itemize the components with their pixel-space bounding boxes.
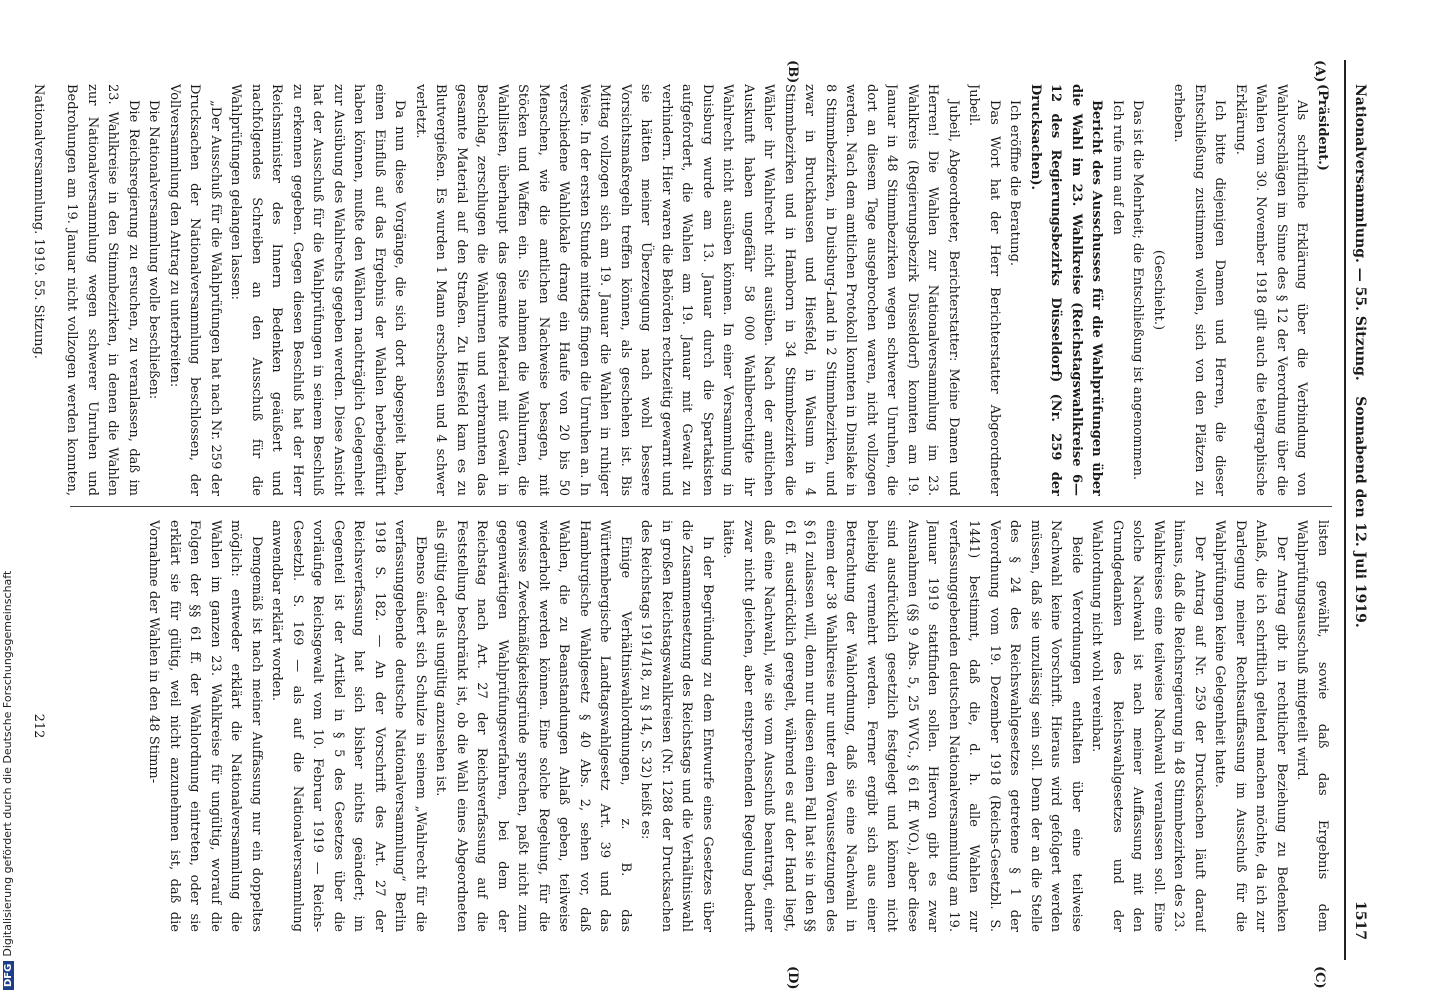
paragraph: Das Wort hat der Herr Berichterstatter Abgeordneter Jubeil. xyxy=(966,84,1002,496)
paragraph: Da nun diese Vorgänge, die sich dort abgespielt haben, einen Einfluß auf das Ergebnis der Wahlen herbeigeführt haben können, mußte den Wählern nachträglich Gelegenheit zur Ausübung des Wahlrechts gegeben werden. Diese Ansicht hat der Ausschuß für die Wahlprüfungen in seinem Beschluß zu erkennen gegeben. Gegen diesen Beschluß hat der Herr Reichsminister des Innern Bedenken geäußert und nachfolgendes Schreiben an den Ausschuß für die Wahlprüfungen gelangen lassen: xyxy=(228,84,408,496)
paragraph: Die Nationalversammlung wolle beschließen: xyxy=(146,100,162,400)
paragraph: Bericht des Ausschusses für die Wahlprüfungen über die Wahl im 23. Wahlkreise (Reichstagswahlkreise 6—12 des Regierungsbezirks Düsseldorf) (Nr. 259 der Drucksachen). xyxy=(1028,84,1105,496)
dfg-credit-text: Digitalisierung gefördert durch die Deutsche Forschungsgemeinschaft xyxy=(1,570,14,957)
header-rule xyxy=(1344,60,1346,960)
margin-marker-d: (D) xyxy=(785,966,800,990)
paragraph: Das ist die Mehrheit; die Entschließung ist angenommen. xyxy=(1130,100,1146,481)
header-title: Nationalversammlung. — 55. Sitzung. xyxy=(1352,84,1368,381)
dfg-sidenote xyxy=(1,571,14,990)
paragraph: listen gewählt, sowie daß das Ergebnis dem Wahlprüfungsausschuß mitgeteilt wird. xyxy=(1294,520,1330,932)
footer-session: Nationalversammlung. 1919. 55. Sitzung. xyxy=(31,84,47,359)
page-header xyxy=(1346,84,1376,940)
paragraph: Ich rufe nun auf den xyxy=(1110,100,1125,235)
paragraph: Ich eröffne die Beratung. xyxy=(1007,100,1023,267)
paragraph: Ich bitte diejenigen Damen und Herren, die dieser Entschließung zustimmen wollen, sich von den Plätzen zu erheben. xyxy=(1171,84,1228,496)
margin-marker-b: (B) xyxy=(785,60,800,84)
paragraph: Als schriftliche Erklärung über die Verbindung von Wahlvorschlägen im Sinne des § 12 der Verordnung über die Wahlen vom 30. November 1918 gilt auch die telegraphische Erklärung. xyxy=(1233,84,1310,496)
dfg-logo: DFG xyxy=(3,961,14,990)
paragraph: Beide Verordnungen enthalten über eine teilweise Nachwahl keine Vorschrift. Hieraus wird gefolgert werden müssen, daß sie unzulässig sein soll. Denn der an die Stelle des § 24 des Reichswahlgesetzes getretene § 1 der Verordnung vom 19. Dezember 1918 (Reichs-Gesetzbl. S. 1441) bestimmt, daß die, d. h. alle Wahlen zur verfassunggebenden deutschen Nationalversammlung am 19. Januar 1919 stattfinden sollen. Hiervon gibt es zwar Ausnahmen (§§ 9 Abs. 5, 25 WVG., § 61 ff. WO.), aber diese sind ausdrücklich gesetzlich festgelegt und können nicht beliebig vermehrt werden. Ferner ergibt sich aus einer Betrachtung der Wahlordnung, daß sie eine Nachwahl in einem der 38 Wahlkreise nur unter den Voraussetzungen des § 61 zulassen will, denn nur diesen einen Fall hat sie in den §§ 61 ff. ausdrücklich geregelt, während es auf der Hand liegt, daß eine Nachwahl, wie sie vom Ausschuß beantragt, einer zwar nicht gleichen, aber entsprechenden Regelung bedurft hätte. xyxy=(720,520,1084,932)
paragraph: Demgemäß ist nach meiner Auffassung nur ein doppeltes möglich: entweder erklärt die Nationalversammlung die Wahlen im ganzen 23. Wahlkreise für ungültig, worauf die Folgen der §§ 61 ff. der Wahlordnung eintreten, oder sie erklärt sie für gültig, weil nicht anzunehmen ist, daß die Vornahme der Wahlen in den 48 Stimm- xyxy=(146,520,264,932)
paragraph: (Geschieht.) xyxy=(1151,249,1166,331)
paragraph: Ebenso äußert sich Schulze in seinem „Wahlrecht für die verfassunggebende deutsche Nationalversammlung“ Berlin 1918 S. 182. — An der Vorschrift des Art. 27 der Reichsverfassung hat sich bisher nichts geändert; im Gegenteil ist der Artikel in § 5 des Gesetzes über die vorläufige Reichsgewalt vom 10. Februar 1919 — Reichs-Gesetzbl. S. 169 — als auf die Nationalversammlung anwendbar erklärt worden. xyxy=(269,520,428,932)
left-column xyxy=(60,84,1332,496)
footer-page-number: 212 xyxy=(31,713,47,739)
header-page-number: 1517 xyxy=(1352,901,1368,940)
paragraph: „Der Ausschuß für die Wahlprüfungen hat nach Nr. 259 der Drucksachen der Nationalversammlung beschlossen, der Vollversammlung den Antrag zu unterbreiten: xyxy=(167,84,223,496)
paragraph: Jubeil, Abgeordneter, Berichterstatter: Meine Damen und Herren! Die Wahlen zur Nationalversammlung im 23. Wahlkreis (Regierungsbezirk Düsseldorf) konnten am 19. Januar in 48 Stimmbezirken wegen schwerer Unruhen, die dort an diesem Tage ausgebrochen waren, nicht vollzogen werden. Nach dem amtlichen Protokoll konnten in Dinslake in 8 Stimmbezirken, in Duisburg-Land in 2 Stimmbezirken, und zwar in Bruckhausen und Hiesfeld, in Walsum in 4 Stimmbezirken und in Hamborn in 34 Stimmbezirken die Wähler ihr Wahlrecht nicht ausüben. Nach der amtlichen Auskunft haben ungefähr 58 000 Wahlberechtigte ihr Wahlrecht nicht ausüben können. In einer Versammlung in Duisburg wurde am 13. Januar durch die Spartakisten aufgefordert, die Wahlen am 19. Januar mit Gewalt zu verhindern. Hier waren die Behörden rechtzeitig gewarnt und sie hätten meiner Überzeugung nach wohl bessere Vorsichtsmaßregeln treffen können, als geschehen ist. Bis Mittag vollzogen sich am 19. Januar die Wahlen in ruhiger Weise. In der ersten Stunde mittags fingen die Unruhen an. In verschiedene Wahllokale drang ein Haufe von 20 bis 50 Menschen, wie die amtlichen Nachweise besagen, mit Stöcken und Waffen ein. Sie nahmen die Wahlurnen, die Wahllisten, überhaupt das gesamte Material mit Gewalt in Beschlag, zerschlugen die Wahlurnen und verbrannten das gesamte Material auf den Straßen. Zu Hiesfeld kam es zu Blutvergießen. Es wurden 1 Mann erschossen und 4 schwer verletzt. xyxy=(413,84,961,496)
paragraph: Einige Verhältniswahlordnungen, z. B. das Württembergische Landtagswahlgesetz Art. 39 und das Hamburgische Wahlgesetz § 40 Abs. 2, sehen vor, daß Wahlen, die zu Beanstandungen Anlaß geben, teilweise wiederholt werden können. Eine solche Regelung, für die gewisse Zweckmäßigkeitsgründe sprechen, paßt nicht zum gegenwärtigen Wahlprüfungsverfahren, bei dem der Reichstag nach Art. 27 der Reichsverfassung auf die Feststellung beschränkt ist, ob die Wahl eines Abgeordneten als gültig oder als ungültig anzusehen ist. xyxy=(433,520,633,932)
margin-marker-c: (C) xyxy=(1312,966,1327,989)
margin-marker-a: (A) xyxy=(1312,60,1327,83)
header-date: Sonnabend den 12. Juli 1919. xyxy=(1352,396,1368,628)
right-column xyxy=(60,520,1332,932)
paragraph: Der Antrag gibt in rechtlicher Beziehung zu Bedenken Anlaß, die ich schriftlich geltend machen möchte, da ich zur Darlegung meiner Rechtsauffassung im Ausschuß für die Wahlprüfungen keine Gelegenheit hatte. xyxy=(1212,520,1289,932)
paragraph: Die Reichsregierung zu ersuchen, zu veranlassen, daß im 23. Wahlkreise in den Stimmbezirken, in denen die Wahlen zur Nationalversammlung wegen schwerer Unruhen und Bedrohungen am 19. Januar nicht vollzogen werden konnten, xyxy=(64,84,141,496)
paragraph: Der Antrag auf Nr. 259 der Drucksachen läuft darauf hinaus, daß die Reichsregierung in 48 Stimmbezirken des 23. Wahlkreises eine teilweise Nachwahl veranlassen soll. Eine solche Nachwahl ist nach meiner Auffassung mit den Grundgedanken des Reichswahlgesetzes und der Wahlordnung nicht wohl vereinbar. xyxy=(1089,520,1207,932)
paragraph: (Präsident.) xyxy=(1315,84,1330,171)
column-divider xyxy=(70,506,1332,507)
paragraph: In der Begründung zu dem Entwurfe eines Gesetzes über die Zusammensetzung des Reichstags und die Verhältniswahl in großen Reichstagswahlkreisen (Nr. 1288 der Drucksachen des Reichstags 1914/18, zu § 14, S. 32) heißt es: xyxy=(638,520,715,932)
